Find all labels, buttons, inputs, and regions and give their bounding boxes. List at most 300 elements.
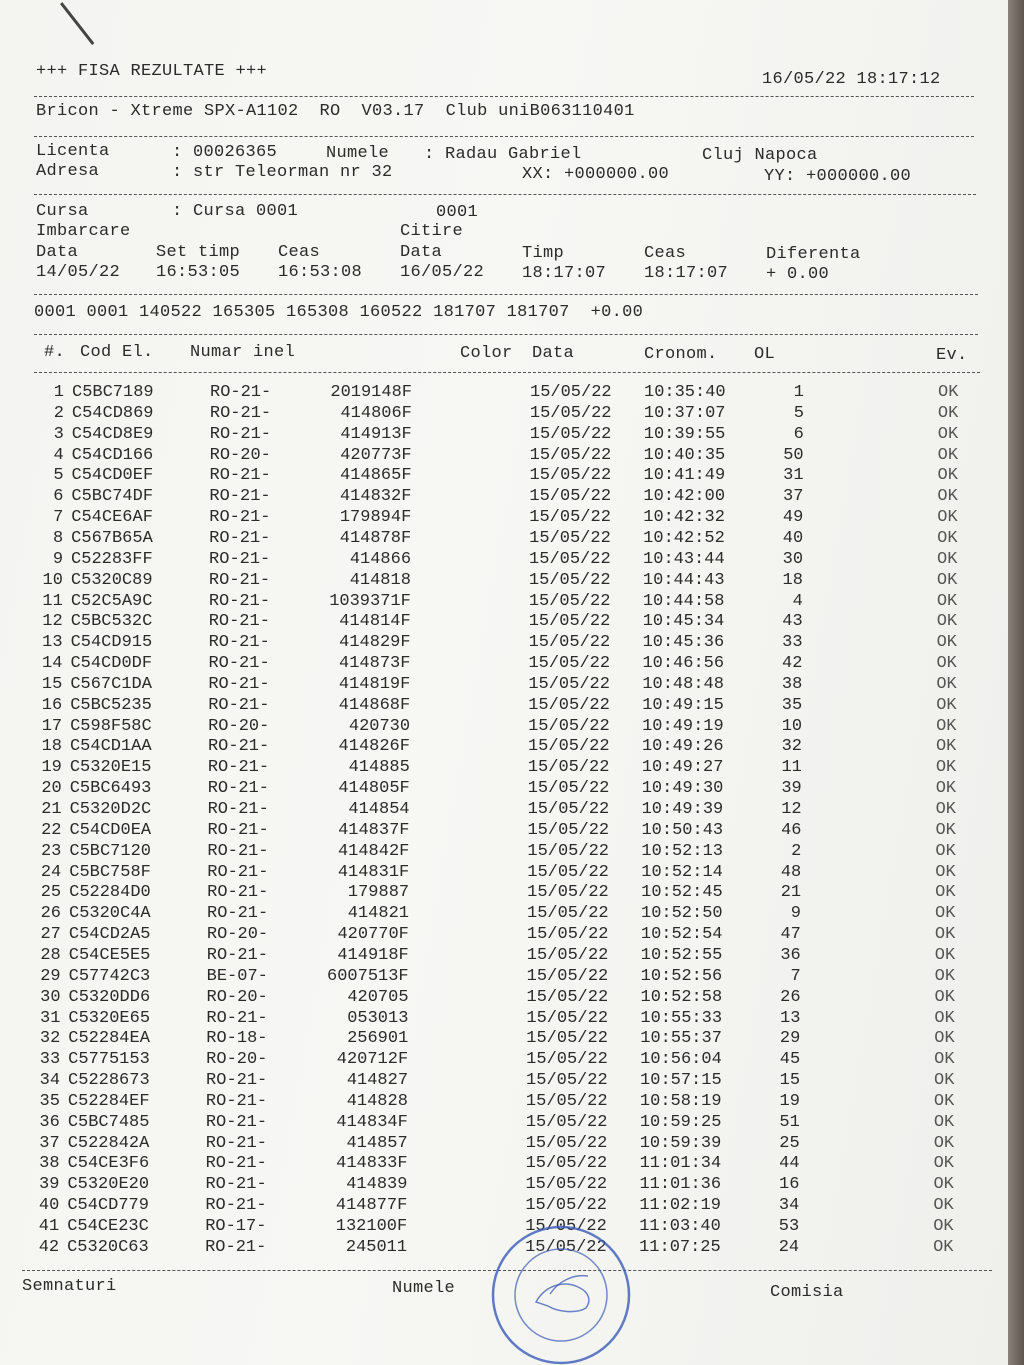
row-ev: OK (936, 591, 958, 611)
row-ev: OK (937, 403, 959, 423)
row-ol: 5 (793, 403, 804, 423)
row-ev: OK (935, 883, 956, 903)
row-number: 31 (40, 1008, 61, 1028)
row-ev: OK (935, 862, 956, 882)
row-date: 15/05/22 (526, 1008, 609, 1028)
row-ev: OK (935, 779, 957, 799)
row-date: 15/05/22 (525, 1217, 607, 1236)
th-data: Data (532, 344, 575, 363)
row-ring-number: 414832F (339, 487, 412, 507)
row-ring-number: 414873F (339, 654, 411, 674)
row-ev: OK (936, 612, 958, 632)
row-date: 15/05/22 (529, 487, 612, 507)
table-row (0, 737, 1000, 758)
row-date: 15/05/22 (526, 1071, 608, 1091)
row-ring-number: 179894F (339, 508, 412, 528)
row-cod: C5320E15 (69, 758, 152, 778)
row-number: 1 (53, 383, 64, 402)
table-row (0, 904, 1000, 925)
row-number: 6 (53, 487, 64, 507)
row-ol: 53 (778, 1217, 800, 1236)
table-row (0, 842, 1000, 863)
row-time: 10:49:39 (641, 800, 724, 819)
th-ol: OL (754, 345, 776, 364)
row-ring-number: 414878F (339, 528, 412, 548)
row-date: 15/05/22 (529, 403, 612, 423)
table-row (0, 592, 1000, 613)
row-cod: C5320C63 (67, 1237, 149, 1257)
divider (34, 372, 980, 373)
table-row (0, 883, 1000, 904)
row-time: 10:43:44 (643, 549, 725, 569)
table-row (0, 967, 1000, 988)
row-ring-prefix: RO-21- (208, 570, 271, 590)
row-number: 26 (40, 904, 61, 924)
row-ol: 24 (778, 1237, 800, 1257)
row-ev: OK (935, 758, 957, 778)
row-cod: C567C1DA (70, 674, 152, 694)
row-ring-number: 414826F (338, 737, 410, 757)
row-ol: 2 (791, 841, 802, 861)
row-ring-prefix: RO-20- (208, 716, 270, 736)
row-ring-prefix: RO-21- (206, 1071, 268, 1091)
row-date: 15/05/22 (526, 1050, 608, 1070)
row-ring-number: 420705 (347, 987, 409, 1007)
row-ring-number: 414866 (349, 549, 412, 569)
row-ring-prefix: RO-21- (207, 800, 269, 819)
report-title: +++ FISA REZULTATE +++ (36, 62, 268, 81)
row-number: 3 (53, 424, 64, 444)
row-ring-number: 414868F (338, 695, 411, 715)
row-ol: 47 (780, 925, 801, 945)
row-ring-number: 414839 (346, 1175, 408, 1195)
row-time: 10:49:15 (642, 695, 724, 715)
row-ol: 16 (779, 1175, 800, 1195)
row-number: 42 (38, 1237, 60, 1257)
table-row (0, 1134, 1000, 1155)
row-ring-prefix: RO-21- (206, 1008, 268, 1028)
footer-comisia: Comisia (770, 1283, 844, 1302)
row-number: 33 (39, 1050, 61, 1070)
row-ol: 37 (783, 487, 804, 507)
row-ring-number: 414805F (338, 779, 410, 799)
row-cod: C52284D0 (69, 883, 151, 903)
col-data-imbarcare: Data (36, 243, 79, 262)
row-number: 41 (38, 1217, 60, 1236)
report-datetime: 16/05/22 18:17:12 (762, 70, 941, 89)
row-ev: OK (933, 1133, 955, 1153)
table-row (0, 1029, 1000, 1050)
row-time: 10:49:26 (641, 737, 724, 757)
row-ev: OK (937, 487, 958, 507)
row-date: 15/05/22 (528, 716, 610, 736)
row-ev: OK (937, 549, 958, 569)
row-ev: OK (933, 1154, 954, 1174)
row-time: 10:49:27 (641, 758, 724, 778)
row-date: 15/05/22 (528, 612, 611, 632)
row-ev: OK (935, 737, 957, 757)
table-row (0, 863, 1000, 884)
table-row (0, 821, 1000, 842)
row-number: 35 (39, 1091, 60, 1111)
table-row (0, 383, 1000, 404)
row-time: 10:52:55 (640, 945, 723, 965)
table-row (0, 1154, 1000, 1175)
row-date: 15/05/22 (525, 1237, 607, 1257)
row-number: 30 (40, 987, 61, 1007)
row-cod: C54CD1AA (69, 737, 152, 757)
row-ring-prefix: RO-21- (207, 904, 269, 924)
row-time: 10:41:49 (643, 466, 726, 486)
val-set-timp: 16:53:05 (156, 263, 241, 282)
row-ol: 40 (782, 528, 804, 548)
row-ring-prefix: RO-21- (208, 612, 270, 632)
row-cod: C54CD915 (70, 633, 153, 653)
row-date: 15/05/22 (529, 424, 612, 444)
row-ring-number: 414854 (348, 800, 410, 819)
table-row (0, 508, 1000, 529)
table-row (0, 675, 1000, 696)
row-ev: OK (933, 1112, 955, 1132)
row-date: 15/05/22 (527, 758, 610, 778)
col-set-timp: Set timp (156, 243, 241, 262)
footer-numele: Numele (392, 1279, 456, 1298)
row-date: 15/05/22 (525, 1091, 608, 1111)
row-ring-number: 414885 (348, 758, 410, 778)
row-ev: OK (934, 925, 956, 945)
table-row (0, 758, 1000, 779)
row-time: 10:40:35 (643, 445, 726, 465)
row-number: 15 (41, 674, 63, 694)
row-ol: 50 (783, 445, 804, 465)
club-stamp (488, 1222, 634, 1365)
th-cod: Cod El. (80, 343, 154, 362)
row-ev: OK (936, 695, 957, 715)
row-ring-prefix: RO-21- (205, 1154, 267, 1174)
row-cod: C5320D2C (69, 800, 152, 819)
row-time: 10:52:45 (641, 883, 723, 903)
val-data-citire: 16/05/22 (400, 263, 485, 282)
row-ring-prefix: RO-21- (207, 862, 269, 882)
row-time: 10:55:33 (640, 1008, 723, 1028)
table-row (0, 1050, 1000, 1071)
th-color: Color (460, 344, 513, 363)
row-ol: 33 (782, 633, 803, 653)
table-row (0, 696, 1000, 717)
row-date: 15/05/22 (528, 695, 610, 715)
row-ring-number: 414814F (339, 612, 411, 632)
row-ev: OK (933, 1091, 955, 1111)
row-ev: OK (933, 1217, 954, 1236)
row-ol: 49 (782, 508, 804, 528)
row-time: 10:45:36 (642, 633, 725, 653)
divider (34, 334, 978, 335)
row-ev: OK (934, 1071, 955, 1091)
row-ev: OK (936, 570, 958, 590)
row-number: 38 (39, 1154, 60, 1174)
row-ol: 51 (779, 1112, 800, 1132)
row-time: 10:46:56 (642, 654, 725, 674)
row-ring-number: 053013 (347, 1008, 409, 1028)
row-cod: C5BC7189 (72, 383, 154, 402)
row-ol: 29 (779, 1029, 801, 1049)
row-ring-prefix: RO-21- (209, 549, 271, 569)
row-ev: OK (935, 800, 957, 819)
row-date: 15/05/22 (525, 1196, 607, 1216)
table-row (0, 1113, 1000, 1134)
row-ol: 15 (779, 1071, 801, 1091)
row-cod: C54CE5E5 (68, 945, 151, 965)
table-row (0, 466, 1000, 487)
row-ol: 13 (780, 1008, 801, 1028)
table-row (0, 946, 1000, 967)
row-cod: C5228673 (68, 1071, 150, 1091)
row-cod: C54CD0DF (70, 654, 153, 674)
row-date: 15/05/22 (528, 570, 611, 590)
row-cod: C54CD0EF (71, 466, 154, 486)
row-time: 10:39:55 (643, 424, 726, 444)
row-cod: C52284EA (68, 1029, 150, 1049)
row-ol: 4 (792, 591, 803, 611)
row-ring-prefix: RO-21- (209, 528, 271, 548)
row-ev: OK (934, 945, 956, 965)
row-ol: 32 (781, 737, 802, 757)
row-ol: 39 (781, 779, 802, 799)
row-time: 10:52:50 (641, 904, 723, 924)
col-data-citire: Data (400, 243, 443, 262)
row-ring-number: 414857 (346, 1133, 408, 1153)
table-row (0, 925, 1000, 946)
row-cod: C5320C89 (70, 570, 153, 590)
table-row (0, 717, 1000, 738)
row-ring-prefix: RO-21- (210, 383, 272, 402)
row-number: 23 (40, 841, 62, 861)
cursa-value: : Cursa 0001 (172, 202, 299, 221)
row-ev: OK (937, 466, 958, 486)
val-data-imbarcare: 14/05/22 (36, 263, 121, 282)
row-cod: C5BC74DF (71, 487, 154, 507)
numele-value: : Radau Gabriel (424, 145, 582, 164)
row-time: 10:55:37 (640, 1029, 722, 1049)
row-ring-number: 420730 (348, 716, 411, 736)
row-time: 10:44:58 (642, 591, 725, 611)
row-cod: C522842A (67, 1133, 150, 1153)
row-number: 39 (39, 1175, 60, 1195)
row-number: 40 (38, 1196, 60, 1216)
row-cod: C54CD779 (67, 1196, 149, 1216)
row-ev: OK (937, 528, 958, 548)
col-timp: Timp (522, 244, 565, 263)
row-ring-prefix: RO-21- (205, 1091, 268, 1111)
val-ceas-citire: 18:17:07 (644, 264, 729, 283)
row-ring-number: 179887 (347, 883, 410, 903)
row-ev: OK (933, 1237, 954, 1257)
row-ring-number: 132100F (335, 1217, 408, 1236)
row-ev: OK (937, 424, 959, 444)
row-ring-number: 6007513F (327, 966, 409, 986)
row-number: 28 (40, 945, 61, 965)
row-date: 15/05/22 (530, 383, 612, 402)
table-row (0, 612, 1000, 633)
table-row (0, 425, 1000, 446)
row-ev: OK (937, 508, 958, 528)
row-time: 10:45:34 (642, 612, 725, 632)
row-ring-prefix: RO-21- (205, 1237, 267, 1257)
row-cod: C5BC758F (69, 862, 151, 882)
row-cod: C54CE23C (67, 1217, 149, 1236)
row-ev: OK (934, 1008, 955, 1028)
row-date: 15/05/22 (525, 1112, 608, 1132)
row-number: 32 (39, 1029, 61, 1049)
row-number: 27 (40, 925, 61, 945)
row-ring-number: 414833F (336, 1154, 408, 1174)
table-row (0, 654, 1000, 675)
owner-city: Cluj Napoca (702, 146, 818, 165)
row-date: 15/05/22 (526, 966, 609, 986)
row-ring-prefix: RO-20- (206, 925, 269, 945)
row-date: 15/05/22 (525, 1175, 608, 1195)
row-ring-prefix: RO-21- (208, 674, 270, 694)
row-ol: 36 (780, 945, 801, 965)
row-ev: OK (938, 383, 959, 402)
row-number: 25 (40, 883, 62, 903)
row-time: 10:52:54 (640, 925, 723, 945)
row-ring-number: 414842F (337, 841, 410, 861)
row-ol: 1 (793, 383, 804, 402)
row-cod: C54CD869 (71, 403, 154, 423)
row-ol: 9 (790, 904, 801, 924)
table-row (0, 571, 1000, 592)
row-ol: 21 (780, 883, 802, 903)
row-ring-prefix: RO-21- (207, 841, 269, 861)
row-ring-prefix: RO-21- (209, 424, 271, 444)
table-row (0, 988, 1000, 1009)
row-ring-prefix: RO-21- (207, 737, 270, 757)
row-ol: 18 (782, 570, 803, 590)
row-cod: C5BC7120 (69, 841, 151, 861)
row-date: 15/05/22 (529, 508, 611, 528)
row-ring-prefix: RO-18- (206, 1029, 268, 1049)
row-ring-prefix: RO-21- (208, 695, 270, 715)
row-cod: C52283FF (71, 549, 153, 569)
row-time: 10:52:56 (640, 966, 723, 986)
row-date: 15/05/22 (527, 883, 609, 903)
row-time: 10:59:39 (639, 1133, 722, 1153)
row-time: 10:56:04 (640, 1050, 722, 1070)
row-ol: 10 (781, 716, 803, 736)
table-row (0, 529, 1000, 550)
table-row (0, 487, 1000, 508)
row-ring-number: 414827 (346, 1071, 409, 1091)
background-edge (1008, 0, 1024, 1365)
row-date: 15/05/22 (527, 904, 609, 924)
row-cod: C54CE6AF (71, 508, 153, 528)
row-time: 10:48:48 (642, 674, 724, 694)
row-ring-prefix: RO-21- (207, 820, 269, 840)
row-ring-number: 2019148F (330, 383, 412, 402)
table-row (0, 800, 1000, 821)
row-cod: C5BC6493 (69, 779, 152, 799)
row-ring-number: 414828 (346, 1091, 408, 1111)
row-cod: C54CE3F6 (67, 1154, 150, 1174)
row-time: 11:01:34 (639, 1154, 722, 1174)
row-cod: C54CD2A5 (68, 925, 151, 945)
table-row (0, 779, 1000, 800)
row-time: 10:35:40 (644, 383, 726, 402)
row-date: 15/05/22 (527, 779, 610, 799)
row-ring-number: 414918F (337, 945, 409, 965)
th-num: #. (44, 343, 66, 362)
row-ol: 35 (781, 695, 803, 715)
row-cod: C54CD166 (71, 445, 154, 465)
val-ceas-imbarcare: 16:53:08 (278, 263, 363, 282)
row-number: 9 (52, 549, 64, 569)
row-ring-number: 414913F (340, 424, 412, 444)
table-row (0, 446, 1000, 467)
row-date: 15/05/22 (527, 800, 610, 819)
row-cod: C52C5A9C (70, 591, 153, 611)
divider (34, 294, 978, 295)
row-number: 29 (40, 966, 61, 986)
row-ev: OK (936, 674, 957, 694)
row-date: 15/05/22 (529, 466, 612, 486)
row-number: 10 (42, 570, 63, 590)
row-date: 15/05/22 (526, 925, 609, 945)
row-ring-prefix: RO-20- (206, 987, 268, 1007)
row-ring-number: 414834F (336, 1112, 408, 1132)
row-number: 13 (42, 633, 63, 653)
row-ev: OK (934, 987, 955, 1007)
row-cod: C567B65A (71, 528, 153, 548)
row-ring-prefix: RO-21- (207, 758, 270, 778)
row-number: 19 (41, 758, 62, 778)
row-ring-number: 420712F (336, 1050, 409, 1070)
licenta-label: Licenta (36, 142, 110, 161)
row-number: 36 (39, 1112, 60, 1132)
row-date: 15/05/22 (526, 1029, 608, 1049)
row-ol: 43 (782, 612, 803, 632)
footer-semnaturi: Semnaturi (22, 1277, 117, 1296)
row-time: 11:02:19 (639, 1196, 721, 1216)
row-ring-prefix: RO-21- (208, 591, 271, 611)
table-row (0, 1092, 1000, 1113)
row-ol: 44 (779, 1154, 800, 1174)
row-time: 10:57:15 (640, 1071, 722, 1091)
row-time: 10:49:19 (642, 716, 724, 736)
row-ol: 30 (782, 549, 804, 569)
row-ol: 19 (779, 1091, 800, 1111)
row-ring-prefix: RO-17- (205, 1217, 267, 1236)
row-time: 11:01:36 (639, 1175, 722, 1195)
row-ev: OK (937, 445, 959, 465)
row-ring-prefix: RO-21- (205, 1133, 267, 1153)
row-cod: C5775153 (68, 1050, 150, 1070)
row-ring-number: 414819F (338, 674, 411, 694)
row-number: 11 (42, 591, 63, 611)
row-ev: OK (935, 841, 956, 861)
row-ring-number: 256901 (347, 1029, 409, 1049)
row-ring-number: 414818 (349, 570, 411, 590)
row-number: 18 (41, 737, 62, 757)
race-summary-line: 0001 0001 140522 165305 165308 160522 181707 181707 +0.00 (34, 303, 644, 322)
row-ring-prefix: RO-21- (207, 883, 269, 903)
divider (34, 96, 974, 97)
row-date: 15/05/22 (527, 862, 609, 882)
row-time: 11:03:40 (639, 1217, 721, 1236)
table-row (0, 404, 1000, 425)
row-ring-prefix: RO-21- (209, 487, 271, 507)
row-date: 15/05/22 (527, 820, 610, 840)
